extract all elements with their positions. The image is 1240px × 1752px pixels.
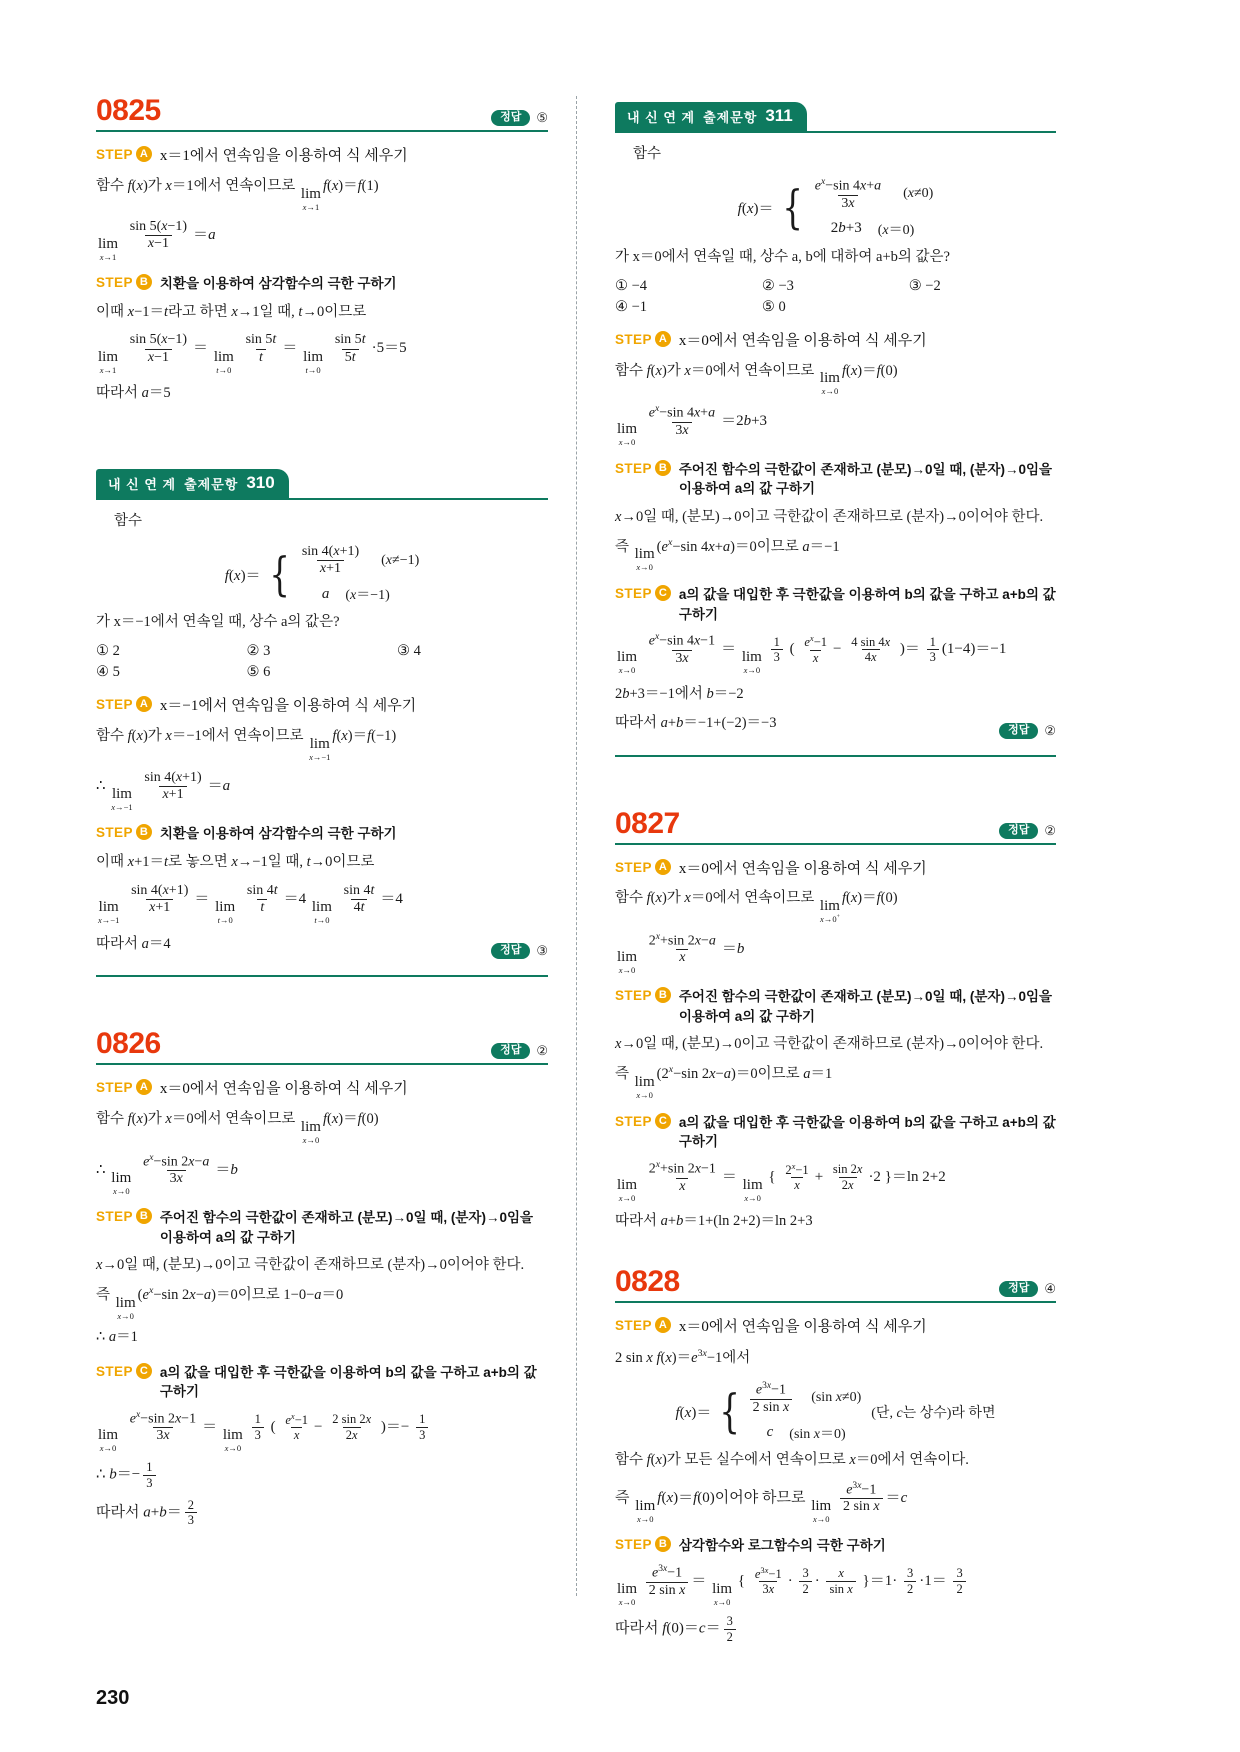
text-line: ∴ a＝1 bbox=[96, 1328, 138, 1345]
step-a-310 bbox=[96, 696, 548, 718]
text-line: 2b+3＝−1에서 b＝−2 bbox=[615, 685, 744, 702]
choice-item[interactable]: ④ −1 bbox=[615, 298, 648, 315]
step-word: STEP bbox=[96, 1209, 133, 1225]
choice-item[interactable]: ③ 4 bbox=[397, 643, 421, 660]
text-line: 함수 f(x)가 x＝−1에서 연속이므로 lim x→−1 f(x)＝f(−1) bbox=[96, 728, 397, 763]
answer-label: 정답 bbox=[491, 1043, 530, 1059]
step-b-0826 bbox=[96, 1208, 548, 1247]
text-line: 따라서 a+b＝−1+(−2)＝−3 bbox=[615, 714, 777, 731]
math-line: lim x→1 $\frac{\sin 5(x-1)}{x-1}$ ＝ lim t→0 $\frac{\sin 5t}{t}$ ＝ lim t→0 $\frac{\sin 5t}{5t}$ ·5＝5 bbox=[98, 332, 407, 375]
step-word: STEP bbox=[615, 1113, 652, 1129]
step-b-0827 bbox=[615, 987, 1056, 1026]
step-badge: C bbox=[136, 1363, 152, 1379]
text-line: 즉 lim x→0 ($e^x-\sin$ 4x+a)＝0이므로 a＝−1 bbox=[615, 536, 840, 573]
step-badge: A bbox=[655, 859, 671, 875]
math-line: lim x→0 $\frac{e^x-\sin 4x+a}{3x}$ ＝2b+3 bbox=[617, 403, 768, 448]
step-word: STEP bbox=[96, 147, 133, 162]
text-line: 따라서 a+b＝1+(ln 2+2)＝ln 2+3 bbox=[615, 1213, 813, 1230]
brace-icon: { bbox=[268, 546, 290, 601]
step-title: x＝0에서 연속임을 이용하여 식 세우기 bbox=[678, 1319, 927, 1336]
step-title: x＝0에서 연속임을 이용하여 식 세우기 bbox=[678, 332, 927, 349]
step-b-0828 bbox=[615, 1536, 1056, 1556]
step-title: 치환을 이용하여 삼각함수의 극한 구하기 bbox=[159, 276, 397, 291]
naeshin-sub: 출제문항 bbox=[184, 476, 239, 492]
step-title: x＝0에서 연속임을 이용하여 식 세우기 bbox=[678, 860, 927, 877]
math-line: lim x→0 $\frac{2^x+\sin 2x-1}{x}$ ＝ lim x→0 { $\frac{2^x-1}{x}$ + $\frac{\sin 2x}{2x}$ ·2 }＝ln 2+2 bbox=[617, 1159, 946, 1203]
question-text: 가 x＝0에서 연속일 때, 상수 a, b에 대하여 a+b의 값은? bbox=[615, 248, 950, 265]
step-word: STEP bbox=[615, 988, 652, 1004]
step-badge: C bbox=[655, 1113, 671, 1129]
step-badge: A bbox=[136, 696, 152, 712]
step-title: 주어진 함수의 극한값이 존재하고 (분모)→0일 때, (분자)→0임을 이용하여 a의 값 구하기 bbox=[159, 1210, 534, 1245]
step-a-311 bbox=[615, 331, 1056, 353]
math-line: lim x→1 $\frac{\sin 5(x-1)}{x-1}$ ＝a bbox=[98, 219, 216, 262]
math-line: 따라서 f(0)＝c＝ $\frac{3}{2}$ bbox=[615, 1614, 1056, 1644]
step-word: STEP bbox=[615, 859, 652, 875]
text-line: 함수 f(x)가 x＝0에서 연속이므로 lim x→0 f(x)＝f(0) bbox=[615, 362, 898, 397]
problem-number: 0825 bbox=[96, 94, 161, 127]
text-line: 2 sin x $f(x)=e^{3x}-1$에서 bbox=[615, 1348, 751, 1366]
step-title: 주어진 함수의 극한값이 존재하고 (분모)→0일 때, (분자)→0임을 이용하여 a의 값 구하기 bbox=[678, 461, 1053, 497]
text-line: 함수 f(x)가 x＝1에서 연속이므로 lim x→1 f(x)＝f(1) bbox=[96, 177, 379, 212]
step-word: STEP bbox=[96, 275, 133, 290]
answer-value: ⑤ bbox=[536, 110, 548, 125]
problem-header-0825 bbox=[96, 96, 548, 132]
problem-header-0826 bbox=[96, 1029, 548, 1065]
answer-label: 정답 bbox=[491, 943, 530, 959]
math-line: ∴ lim x→0 $\frac{e^x-\sin 2x-a}{3x}$ ＝b bbox=[96, 1152, 238, 1196]
text-line: 이때 x+1＝t로 놓으면 x→−1일 때, t→0이므로 bbox=[96, 853, 375, 870]
text-line: 이때 x−1＝t라고 하면 x→1일 때, t→0이므로 bbox=[96, 303, 367, 320]
step-title: 치환을 이용하여 삼각함수의 극한 구하기 bbox=[159, 826, 397, 842]
step-word: STEP bbox=[96, 697, 133, 713]
right-column bbox=[576, 96, 1056, 1644]
naeshin-banner bbox=[96, 469, 289, 498]
answer-label: 정답 bbox=[999, 823, 1038, 839]
step-title: x＝1에서 연속임을 이용하여 식 세우기 bbox=[159, 148, 408, 164]
answer-tag bbox=[999, 1281, 1056, 1297]
answer-tag bbox=[491, 110, 548, 126]
step-badge: B bbox=[136, 1208, 152, 1224]
step-badge: A bbox=[136, 146, 152, 162]
math-line: lim x→0 $\frac{e^x-\sin 2x-1}{3x}$ ＝ lim x→0 $\frac{1}{3}$ ( $\frac{e^x-1}{x}$ − $\frac{2 \sin 2x}{2x}$ )＝− $\frac{1}{3}$ bbox=[96, 1410, 548, 1453]
step-word: STEP bbox=[615, 585, 652, 601]
naeshin-header-311 bbox=[615, 102, 1056, 133]
step-c-311 bbox=[615, 585, 1056, 624]
step-word: STEP bbox=[615, 1318, 652, 1334]
step-a-0827 bbox=[615, 859, 1056, 881]
step-badge: A bbox=[655, 331, 671, 347]
step-title: a의 값을 대입한 후 극한값을 이용하여 b의 값을 구하고 a+b의 값 구하기 bbox=[678, 1114, 1056, 1150]
problem-header-0828 bbox=[615, 1267, 1056, 1303]
answer-tag bbox=[491, 1043, 548, 1059]
brace-icon: { bbox=[781, 180, 803, 235]
choice-item[interactable]: ② 3 bbox=[246, 643, 271, 660]
step-a-0826 bbox=[96, 1079, 548, 1101]
choice-item[interactable]: ① −4 bbox=[615, 277, 648, 294]
step-word: STEP bbox=[96, 1363, 133, 1379]
step-word: STEP bbox=[615, 1537, 652, 1553]
naeshin-banner bbox=[615, 102, 807, 131]
step-b-311 bbox=[615, 460, 1056, 499]
math-line: ∴ b＝− $\frac{1}{3}$ bbox=[96, 1460, 548, 1490]
answer-label: 정답 bbox=[491, 110, 530, 126]
answer-value: ② bbox=[536, 1043, 548, 1059]
naeshin-number: 310 bbox=[246, 473, 275, 493]
problem-header-0827 bbox=[615, 806, 1056, 845]
answer-value: ③ bbox=[536, 943, 548, 959]
choice-list-311 bbox=[615, 276, 1056, 318]
step-badge: B bbox=[655, 987, 671, 1003]
function-word: 함수 bbox=[633, 146, 662, 162]
answer-value: ④ bbox=[1044, 1281, 1056, 1297]
step-word: STEP bbox=[96, 825, 133, 841]
page-number: 230 bbox=[96, 1687, 130, 1709]
math-line: lim x→0 $\frac{e^{3x}-1}{\text{2 sin x}}$ ＝ lim x→0 { $\frac{e^{3x}-1}{3x}$ · $\frac{3}{2}$ · $\frac{x}{\text{sin x}}$ }＝1· $\frac{3}{2}$ ·1＝ $\frac{3}{2}$ bbox=[615, 1564, 1056, 1607]
answer-value: ② bbox=[1044, 722, 1056, 738]
piecewise-function-311: f(x)＝ { $\frac{e^x-\sin 4x+a}{3x}$ (x≠0) 2b+3 (x＝0) bbox=[737, 176, 934, 238]
left-column bbox=[96, 96, 576, 1596]
text-line: 따라서 a＝4 bbox=[96, 935, 171, 952]
answer-tag bbox=[999, 823, 1056, 839]
brace-icon: { bbox=[719, 1384, 741, 1439]
step-badge: B bbox=[136, 274, 152, 290]
step-badge: C bbox=[655, 585, 671, 601]
text-line: 따라서 a＝5 bbox=[96, 385, 171, 402]
naeshin-header-310 bbox=[96, 469, 548, 500]
step-word: STEP bbox=[615, 331, 652, 347]
choice-list-310 bbox=[96, 641, 548, 683]
step-title: a의 값을 대입한 후 극한값을 이용하여 b의 값을 구하고 a+b의 값 구하기 bbox=[159, 1364, 537, 1400]
step-title: x＝−1에서 연속임을 이용하여 식 세우기 bbox=[159, 698, 417, 715]
step-title: 삼각함수와 로그함수의 극한 구하기 bbox=[678, 1538, 886, 1554]
problem-number: 0828 bbox=[615, 1265, 680, 1299]
step-a-0825 bbox=[96, 146, 548, 168]
choice-item[interactable]: ⑤ 6 bbox=[246, 664, 271, 681]
math-line: 따라서 a+b＝ $\frac{2}{3}$ bbox=[96, 1498, 548, 1528]
step-title: a의 값을 대입한 후 극한값을 이용하여 b의 값을 구하고 a+b의 값 구하기 bbox=[678, 586, 1056, 622]
text-line: x→0일 때, (분모)→0이고 극한값이 존재하므로 (분자)→0이어야 한다. bbox=[615, 508, 1044, 525]
choice-item[interactable]: ③ −2 bbox=[908, 277, 941, 294]
text-line: 함수 f(x)가 모든 실수에서 연속이므로 x＝0에서 연속이다. bbox=[615, 1451, 969, 1468]
naeshin-sub: 출제문항 bbox=[703, 109, 758, 125]
text-line: 함수 f(x)가 x＝0에서 연속이므로 lim x→0 f(x)＝f(0) bbox=[96, 1111, 379, 1146]
math-line: lim x→0 $\frac{e^x-\sin 4x-1}{3x}$ ＝ lim x→0 $\frac{1}{3}$ ( $\frac{e^x-1}{x}$ − $\frac{4 \sin 4x}{4x}$ )＝ $\frac{1}{3}$ (1−4)＝−1 bbox=[617, 632, 1007, 676]
step-a-0828 bbox=[615, 1317, 1056, 1339]
step-badge: B bbox=[655, 1536, 671, 1552]
step-badge: A bbox=[136, 1079, 152, 1095]
text-line: 함수 f(x)가 x＝0에서 연속이므로 lim x→0+ f(x)＝f(0) bbox=[615, 890, 898, 925]
naeshin-number: 311 bbox=[765, 106, 793, 125]
problem-number: 0826 bbox=[96, 1027, 161, 1061]
answer-label: 정답 bbox=[999, 1281, 1038, 1297]
math-line: lim x→−1 $\frac{\sin 4(x+1)}{x+1}$ ＝ lim t→0 $\frac{\sin 4t}{t}$ ＝4 lim t→0 $\frac{\sin 4t}{4t}$ ＝4 bbox=[98, 882, 403, 926]
piecewise-function-0828: f(x)＝ { $\frac{e^{3x}-1}{\text{2 sin x}}$ (sin x≠0) c (sin x＝0) (단, c는 상수)라 하면 bbox=[675, 1380, 996, 1442]
math-line: ∴ lim x→−1 $\frac{\sin 4(x+1)}{x+1}$ ＝a bbox=[96, 769, 231, 812]
choice-item[interactable]: ⑤ 0 bbox=[761, 298, 786, 315]
step-title: x＝0에서 연속임을 이용하여 식 세우기 bbox=[159, 1081, 408, 1098]
math-line: 즉 lim x→0 f(x)＝f(0)이어야 하므로 lim x→0 $\frac{e^{3x}-1}{\text{2 sin x}}$ ＝c bbox=[615, 1480, 908, 1524]
step-badge: A bbox=[655, 1317, 671, 1333]
question-text: 가 x＝−1에서 연속일 때, 상수 a의 값은? bbox=[96, 614, 340, 631]
step-c-0827 bbox=[615, 1113, 1056, 1152]
step-badge: B bbox=[136, 824, 152, 840]
piecewise-function-310: f(x)＝ { $\frac{\sin 4(x+1)}{x+1}$ (x≠−1) a (x＝−1) bbox=[224, 544, 420, 604]
step-b-0825 bbox=[96, 274, 548, 294]
step-b-310 bbox=[96, 824, 548, 844]
answer-value: ② bbox=[1044, 822, 1056, 838]
text-line: 즉 lim x→0 ($e^x-\sin$ 2x−a)＝0이므로 1−0−a＝0 bbox=[96, 1285, 344, 1322]
naeshin-label: 내 신 연 계 bbox=[627, 109, 696, 125]
naeshin-label: 내 신 연 계 bbox=[108, 476, 177, 492]
text-line: 즉 lim x→0 ($2^x-\sin$ 2x−a)＝0이므로 a＝1 bbox=[615, 1064, 833, 1101]
choice-item[interactable]: ① 2 bbox=[96, 643, 120, 660]
problem-number: 0827 bbox=[615, 806, 680, 840]
answer-label: 정답 bbox=[999, 723, 1038, 739]
step-word: STEP bbox=[96, 1080, 133, 1096]
choice-item[interactable]: ② −3 bbox=[761, 277, 794, 294]
text-line: x→0일 때, (분모)→0이고 극한값이 존재하므로 (분자)→0이어야 한다. bbox=[615, 1036, 1044, 1053]
step-c-0826 bbox=[96, 1363, 548, 1402]
step-word: STEP bbox=[615, 460, 652, 476]
math-line: lim x→0 $\frac{2^x+\sin 2x-a}{x}$ ＝b bbox=[617, 931, 745, 975]
two-column-layout bbox=[96, 94, 1160, 1644]
function-word: 함수 bbox=[114, 513, 143, 530]
step-title: 주어진 함수의 극한값이 존재하고 (분모)→0일 때, (분자)→0임을 이용하여 a의 값 구하기 bbox=[678, 989, 1053, 1024]
step-badge: B bbox=[655, 460, 671, 476]
text-line: x→0일 때, (분모)→0이고 극한값이 존재하므로 (분자)→0이어야 한다. bbox=[96, 1257, 525, 1274]
choice-item[interactable]: ④ 5 bbox=[96, 664, 120, 681]
